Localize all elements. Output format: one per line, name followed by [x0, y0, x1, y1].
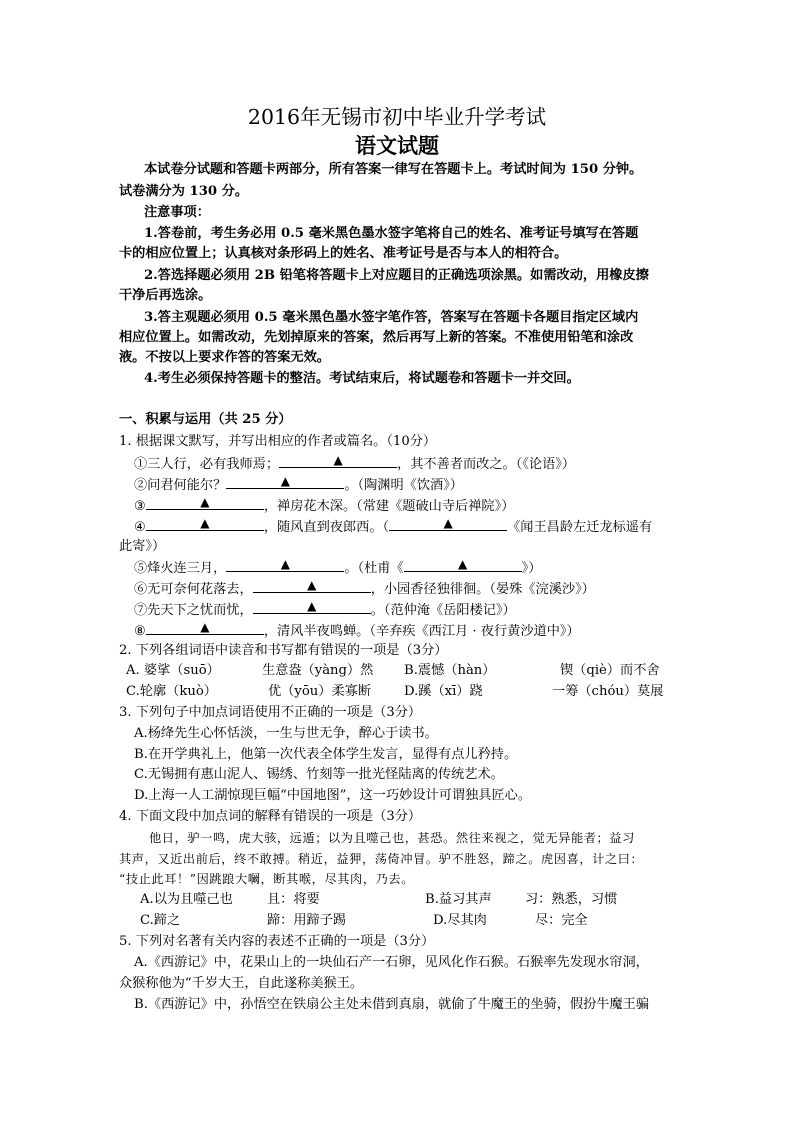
- option-c[interactable]: C.无锡拥有惠山泥人、锡绣、竹刻等一批光怪陆离的传统艺术。: [134, 767, 504, 782]
- fill-item: ⑦先天下之忧而忧， ▲ 。（范仲淹《岳阳楼记》）: [134, 599, 516, 618]
- option-d-term: 一筹（chóu）莫展: [552, 684, 664, 699]
- answer-blank[interactable]: ▲: [253, 599, 371, 614]
- notice-item: 液。不按以上要求作答的答案无效。: [119, 350, 330, 365]
- intro-line: 本试卷分试题和答题卡两部分，所有答案一律写在答题卡上。考试时间为 150 分钟。: [144, 162, 643, 177]
- option-c-gloss: 蹄：用蹄子踢: [267, 913, 347, 928]
- option-d[interactable]: D.尽其肉: [433, 913, 487, 928]
- notice-item: 相应位置上。如需改动，先划掉原来的答案，然后再写上新的答案。不准使用铅笔和涂改: [119, 330, 634, 345]
- fill-item: ②问君何能尔？ ▲ 。（陶渊明《饮酒》）: [134, 474, 463, 493]
- option-c[interactable]: C.蹄之: [140, 913, 181, 928]
- answer-blank[interactable]: ▲: [146, 516, 264, 531]
- answer-blank[interactable]: ▲: [226, 474, 344, 489]
- notice-title: 注意事项：: [144, 205, 210, 220]
- fill-item-cont: 此寄》）: [119, 539, 166, 554]
- notice-item: 3.答主观题必须用 0.5 毫米黑色墨水签字笔作答，答案写在答题卡各题目指定区域内: [144, 310, 639, 325]
- option-c-term: 优（yōu）柔寡断: [268, 684, 372, 699]
- exam-subtitle: 语文试题: [355, 134, 439, 158]
- option-a-cont: 众猴称他为“千岁大王，自此遂称美猴王。: [119, 976, 364, 991]
- answer-blank[interactable]: ▲: [226, 557, 344, 572]
- answer-blank[interactable]: ▲: [146, 495, 264, 510]
- question-stem: 4. 下面文段中加点词的解释有错误的一项是（3分）: [119, 809, 422, 824]
- intro-line: 试卷满分为 130 分。: [119, 184, 249, 199]
- passage-line: 其声，又近出前后，终不敢搏。稍近，益狎，荡倚冲冒。驴不胜怒，蹄之。虎因喜，计之曰：: [119, 852, 644, 866]
- option-d-gloss: 尽：完全: [535, 913, 588, 928]
- fill-item: ③ ▲ ，禅房花木深。（常建《题破山寺后禅院》）: [134, 495, 515, 514]
- notice-item: 4.考生必须保持答题卡的整洁。考试结束后，将试题卷和答题卡一并交回。: [144, 371, 580, 386]
- option-d[interactable]: D.蹊（xī）跷: [404, 684, 483, 699]
- fill-item: ⑥无可奈何花落去， ▲ ，小园香径独徘徊。（晏殊《浣溪沙》）: [134, 578, 595, 597]
- option-c[interactable]: C.轮廓（kuò）: [126, 684, 217, 699]
- notice-item: 1.答卷前，考生务必用 0.5 毫米黑色墨水签字笔将自己的姓名、准考证号填写在答题: [144, 226, 639, 241]
- option-b[interactable]: B.震憾（hàn）: [404, 663, 496, 678]
- question-stem: 1. 根据课文默写，并写出相应的作者或篇名。（10分）: [119, 434, 437, 449]
- option-a-term: 生意盎（yàng）然: [262, 663, 374, 678]
- fill-item: ⑧ ▲ ，清风半夜鸣蝉。（辛弃疾《西江月 · 夜行黄沙道中》）: [134, 620, 580, 639]
- answer-blank[interactable]: ▲: [279, 453, 397, 468]
- fill-item: ⑤烽火连三月， ▲ 。（杜甫《 ▲ 》）: [134, 557, 542, 576]
- notice-item: 干净后再选涂。: [119, 288, 212, 303]
- notice-item: 卡的相应位置上；认真核对条形码上的姓名、准考证号是否与本人的相符合。: [119, 246, 568, 261]
- option-a[interactable]: A.《西游记》中，花果山上的一块仙石产一石卵，见风化作石猴。石猴率先发现水帘洞，: [134, 955, 649, 970]
- option-b[interactable]: B.《西游记》中，孙悟空在铁扇公主处未借到真扇，就偷了牛魔王的坐骑，假扮牛魔王骗: [134, 997, 650, 1012]
- question-stem: 5. 下列对名著有关内容的表述不正确的一项是（3分）: [119, 934, 435, 949]
- answer-blank[interactable]: ▲: [389, 516, 507, 531]
- section-title: 一、积累与运用（共 25 分）: [119, 412, 292, 427]
- answer-blank[interactable]: ▲: [146, 620, 264, 635]
- answer-blank[interactable]: ▲: [404, 557, 522, 572]
- answer-blank[interactable]: ▲: [253, 578, 371, 593]
- exam-title: 2016年无锡市初中毕业升学考试: [247, 105, 547, 129]
- option-a[interactable]: A.以为且噬己也: [140, 892, 233, 907]
- option-a-gloss: 且：将要: [267, 892, 320, 907]
- passage-line: “技止此耳！”因跳踉大㘎，断其喉，尽其肉，乃去。: [119, 872, 414, 886]
- fill-item: ①三人行，必有我师焉； ▲ ，其不善者而改之。（《论语》）: [134, 453, 576, 472]
- option-b-term: 锲（qiè）而不舍: [560, 663, 660, 678]
- option-b[interactable]: B.在开学典礼上，他第一次代表全体学生发言，显得有点儿矜持。: [134, 747, 518, 762]
- question-stem: 2. 下列各组词语中读音和书写都有错误的一项是（3分）: [119, 643, 448, 658]
- fill-item: ④ ▲ ，随风直到夜郎西。（ ▲ 《闻王昌龄左迁龙标遥有: [134, 516, 653, 535]
- option-a[interactable]: A.杨绛先生心怀恬淡，一生与世无争，醉心于读书。: [134, 726, 438, 741]
- option-b[interactable]: B.益习其声: [425, 892, 492, 907]
- option-d[interactable]: D.上海一人工湖惊现巨幅“中国地图”，这一巧妙设计可谓独具匠心。: [134, 788, 532, 803]
- question-stem: 3. 下列句子中加点词语使用不正确的一项是（3分）: [119, 705, 422, 720]
- option-b-gloss: 习：熟悉，习惯: [525, 892, 618, 907]
- option-a[interactable]: A. 婆挲（suō）: [126, 663, 220, 678]
- passage-line: 他日，驴一鸣，虎大骇，远遁；以为且噬己也，甚恐。然往来视之，觉无异能者；益习: [149, 831, 635, 845]
- notice-item: 2.答选择题必须用 2B 铅笔将答题卡上对应题目的正确选项涂黑。如需改动，用橡皮擦: [144, 268, 649, 283]
